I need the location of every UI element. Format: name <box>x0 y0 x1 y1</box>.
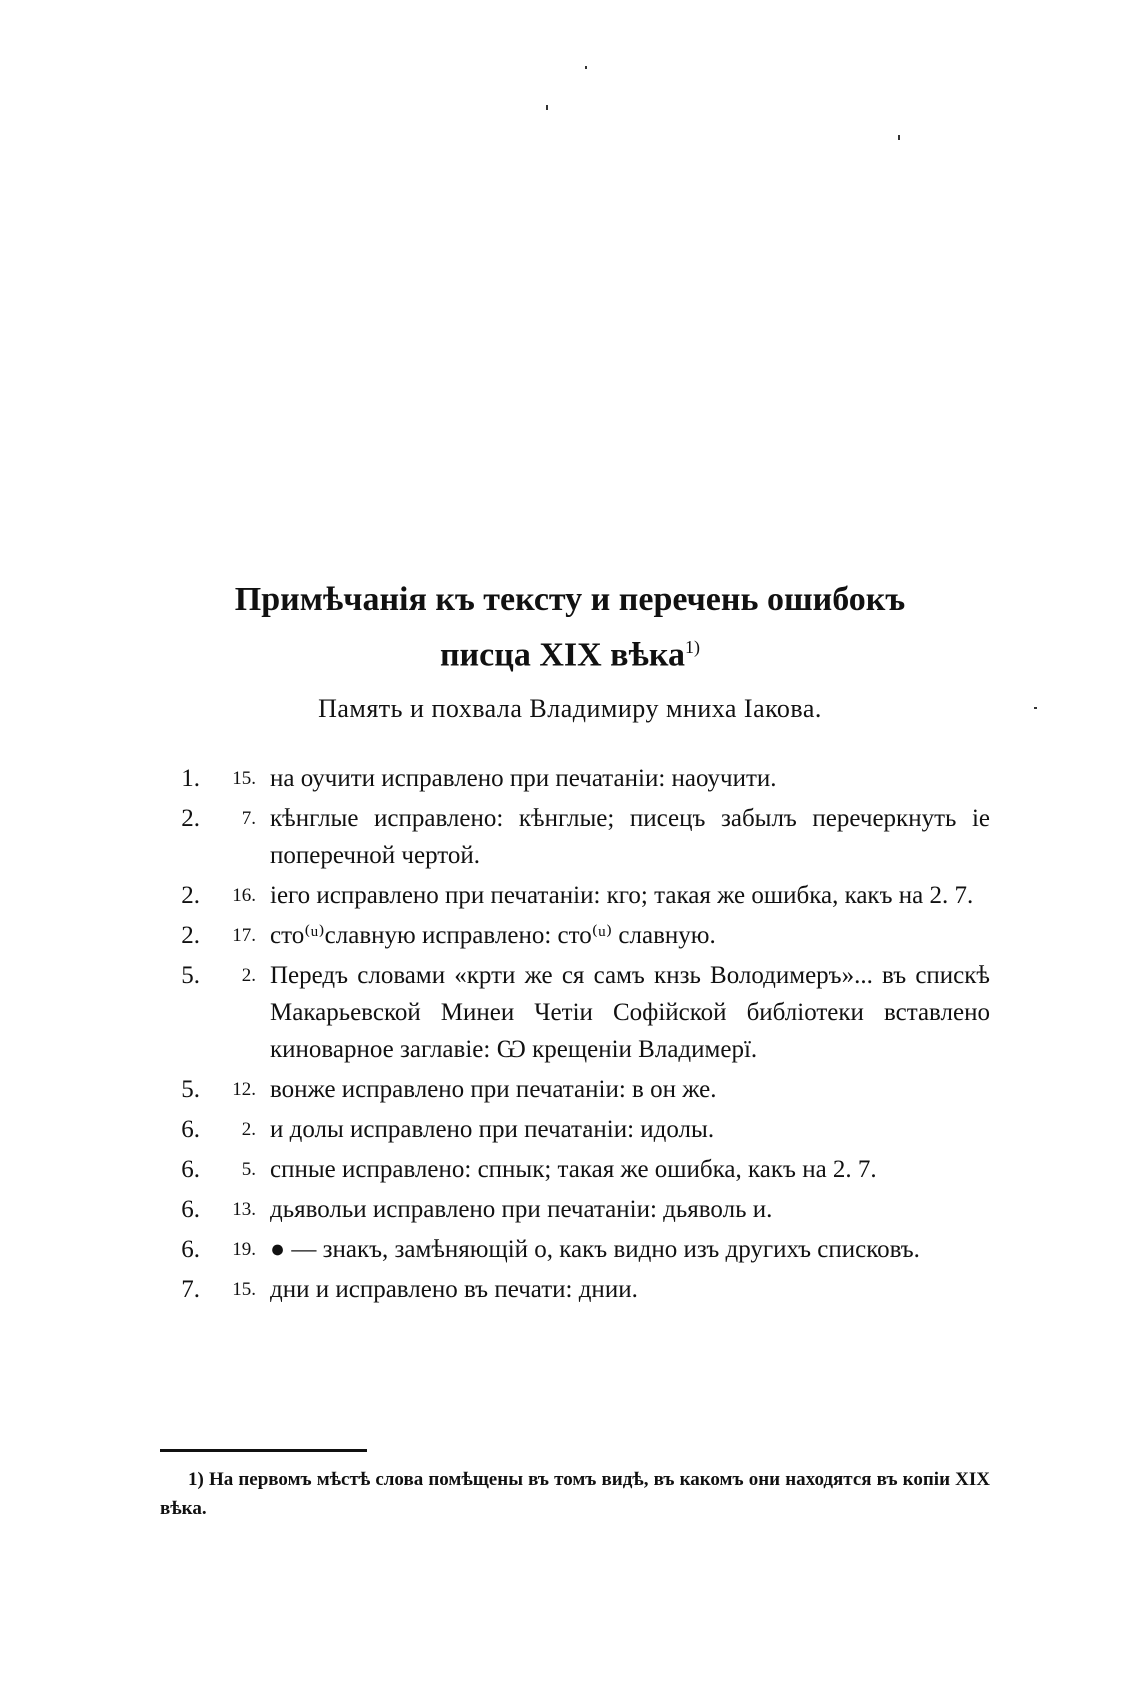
errata-entry <box>160 1071 990 1108</box>
entry-text: и долы исправлено при печатаніи: идолы. <box>270 1116 715 1143</box>
scan-speck <box>585 66 587 69</box>
entry-line-number: 17. <box>232 925 256 946</box>
entry-text: вонже исправлено при печатаніи: в он же. <box>270 1076 717 1103</box>
footnote-divider <box>160 1449 367 1452</box>
entry-text: на оучити исправлено при печатаніи: наоучити. <box>270 765 777 792</box>
entry-line-number: 13. <box>232 1199 256 1220</box>
errata-entry <box>160 800 990 874</box>
entry-page-number: 5. <box>181 962 200 989</box>
footnote: 1) На первомъ мѣстѣ слова помѣщены въ томъ видѣ, въ какомъ они находятся въ копіи XIX вѣка. <box>160 1469 990 1519</box>
entry-page-number: 7. <box>181 1276 200 1303</box>
entry-page-number: 6. <box>181 1156 200 1183</box>
entry-text: кѣнглые исправлено: кѣнглые; писецъ забылъ перечеркнуть іе поперечной чертой. <box>270 805 990 869</box>
entry-text: іего исправлено при печатаніи: кго; такая же ошибка, какъ на 2. 7. <box>270 882 974 909</box>
section-subtitle: Память и похвала Владимиру мниха Іакова. <box>318 694 822 723</box>
entry-line-number: 2. <box>241 1119 256 1140</box>
errata-entry <box>160 957 990 1068</box>
entry-line-number: 15. <box>232 768 256 789</box>
footnote-reference: 1) <box>685 637 701 657</box>
entry-line-number: 12. <box>232 1079 256 1100</box>
errata-entry <box>160 1191 990 1228</box>
errata-entry <box>160 1271 990 1308</box>
page-title-line-2 <box>0 624 1140 678</box>
entry-text: ● — знакъ, замѣняющій о, какъ видно изъ другихъ списковъ. <box>270 1236 920 1263</box>
entry-line-number: 15. <box>232 1279 256 1300</box>
errata-entry <box>160 917 990 954</box>
entry-page-number: 2. <box>181 805 200 832</box>
page-title-line-2-text: писца XIX вѣка <box>439 636 686 674</box>
entry-page-number: 6. <box>181 1196 200 1223</box>
entry-line-number: 5. <box>241 1159 256 1180</box>
entry-text: сто⁽ᵘ⁾славную исправлено: сто⁽ᵘ⁾ славную. <box>270 922 716 949</box>
entry-page-number: 6. <box>181 1116 200 1143</box>
entry-text: дни и исправлено въ печати: днии. <box>270 1276 638 1303</box>
entry-page-number: 5. <box>181 1076 200 1103</box>
page-title-line-1: Примѣчанія къ тексту и перечень ошибокъ <box>234 581 906 618</box>
errata-entry <box>160 1151 990 1188</box>
errata-entry <box>160 1111 990 1148</box>
entry-text: Передъ словами «крти же ся самъ кнзь Володимеръ»... въ спискѣ Макарьевской Минеи Четіи Софійской библіотеки вставлено киноварное заглавіе: Ѡ крещеніи Владимерї. <box>270 962 990 1063</box>
entry-page-number: 2. <box>181 882 200 909</box>
entry-text: спные исправлено: спнык; такая же ошибка, какъ на 2. 7. <box>270 1156 877 1183</box>
errata-entry <box>160 877 990 914</box>
errata-list <box>160 760 990 1311</box>
entry-text: дьявольи исправлено при печатаніи: дьяволь и. <box>270 1196 773 1223</box>
entry-page-number: 6. <box>181 1236 200 1263</box>
scan-speck <box>898 135 900 140</box>
entry-line-number: 7. <box>241 808 256 829</box>
entry-page-number: 2. <box>181 922 200 949</box>
entry-line-number: 16. <box>232 885 256 906</box>
entry-page-number: 1. <box>181 765 200 792</box>
entry-line-number: 19. <box>232 1239 256 1260</box>
errata-entry <box>160 760 990 797</box>
errata-entry <box>160 1231 990 1268</box>
entry-line-number: 2. <box>241 965 256 986</box>
scan-speck <box>546 105 548 110</box>
